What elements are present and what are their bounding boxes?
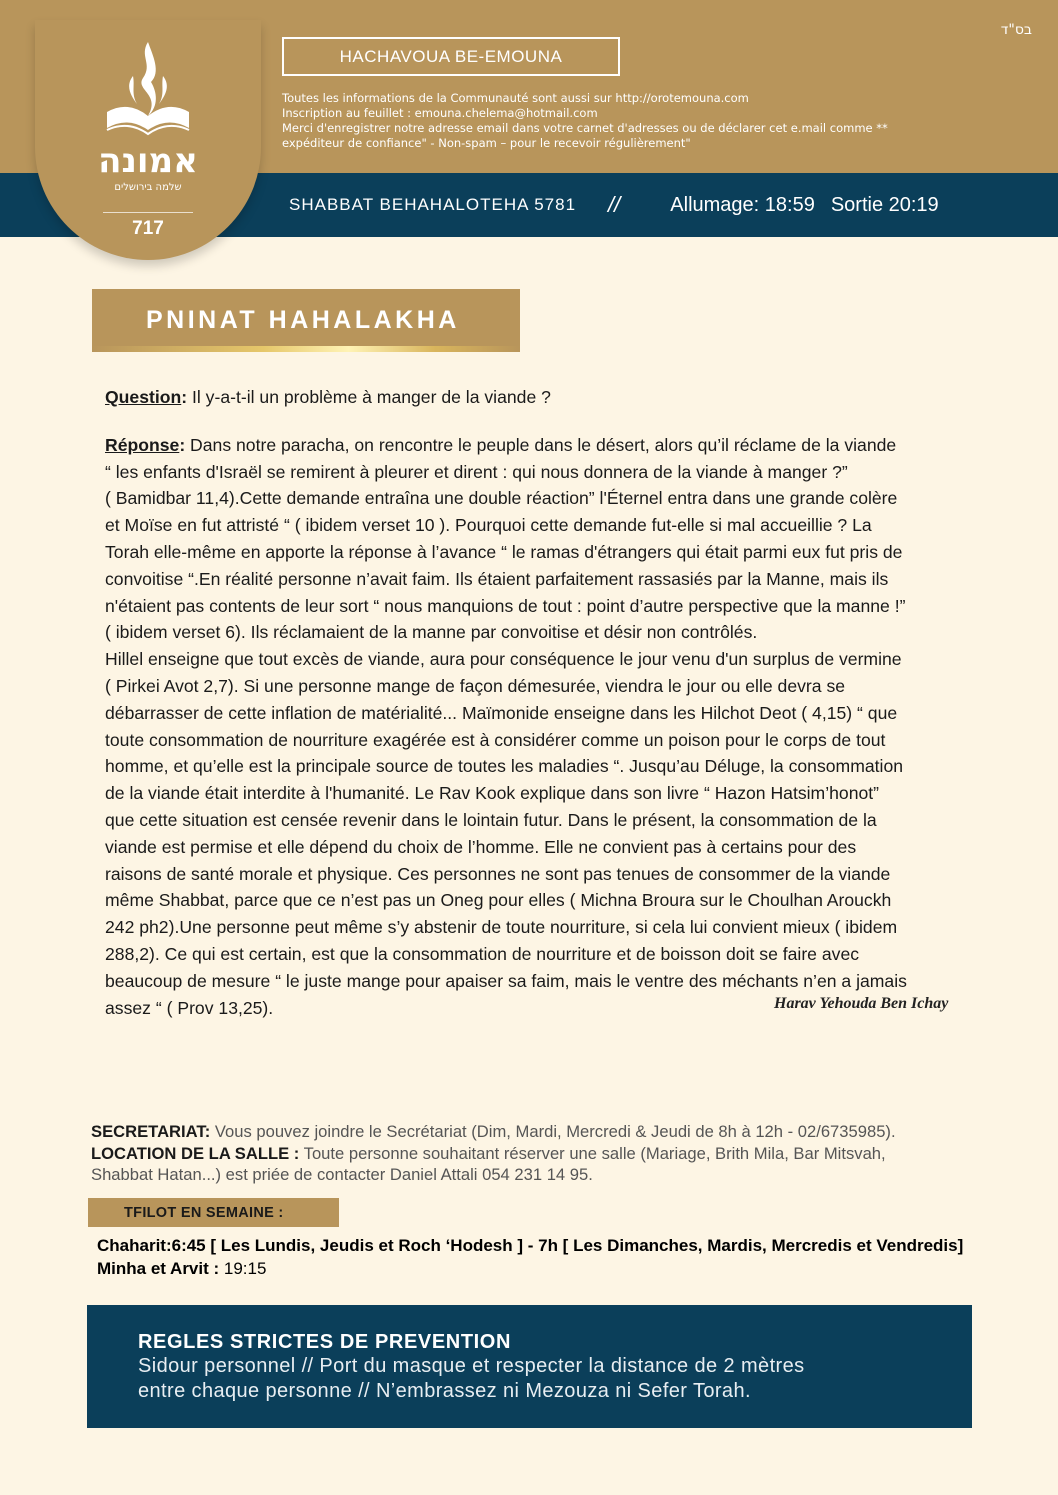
answer-line: même Shabbat, parce que ce n’est pas un Oneg pour elles ( Michna Broura sur le Choulhan Arouckh (105, 890, 892, 911)
answer-line: viande est permise et elle dépend du choix de l’homme. Elle ne convient pas à certains pour des (105, 836, 857, 857)
minha-time: 19:15 (219, 1259, 267, 1278)
svg-text:שלמה בירושלים: שלמה בירושלים (114, 182, 182, 193)
answer-line: assez “ ( Prov 13,25). (105, 997, 274, 1018)
answer: Réponse: Dans notre paracha, on rencontre le peuple dans le désert, alors qu’il réclame de la viande “ les enfants d'Israël se remirent à pleurer et dirent : qui nous donnera de la viande à manger ?” ( Bamidbar 11,4).Cette demande entraîna une double réaction” l'Éternel entra dans une grande colère et Moïse en fut attristé “ ( ibidem verset 10 ). Pourquoi cette demande fut-elle si mal accueillie ? La Torah elle-même en apporte la réponse à l’avance “ le ramas d'étrangers qui était parmi eux fut pris de convoitise “.En réalité personne n’avait faim. Ils étaient parfaitement rassasiés par la Manne, mais ils n'étaient pas contents de leur sort “ nous manquions de tout : point d’autre perspective que la manne !” ( ibidem verset 6). Ils réclamaient de la manne par convoitise et désir non contrôlés. Hillel enseigne que tout excès de viande, aura pour conséquence le jour venu d'un surplus de vermine ( Pirkei Avot 2,7). Si une personne mange de façon démesurée, viendra le jour ou elle devra se débarrasser de cette inflation de matérialité... Maïmonide enseigne dans les Hilchot Deot ( 4,15) “ que toute consommation de nourriture exagérée est à considérer comme un poison pour le corps de tout homme, et qu’elle est la principale source de toutes les maladies “. Jusqu’au Déluge, la consommation de la viande était interdite à l'humanité. Le Rav Kook explique dans son livre “ Hazon Hatsim’honot” que cette situation est censée revenir dans le lointain futur. Dans le présent, la consommation de la viande est permise et elle dépend du choix de l’homme. Elle ne convient pas à certains pour des raisons de santé morale et physique. Ces personnes ne sont pas tenues de consommer de la viande même Shabbat, parce que ce n’est pas un Oneg pour elles ( Michna Broura sur le Choulhan Arouckh 242 ph2).Une personne peut même s’y abstenir de toute nourriture, si cela lui convient mieux ( ibidem 288,2). Ce qui est certain, est que la consommation de nourriture et de boisson doit se faire avec beaucoup de mesure “ le juste mange pour apaiser sa faim, mais le ventre des méchants n’en a jamais assez “ ( Prov 13,25). (105, 432, 1005, 1022)
section-title: PNINAT HAHALAKHA (146, 306, 460, 334)
separator: // (608, 192, 621, 217)
answer-line: beaucoup de mesure “ le juste mange pour apaiser sa faim, mais le ventre des méchants n’en a jamais (105, 970, 907, 991)
prevention-rules (138, 1354, 972, 1404)
shabbat-times (289, 173, 939, 237)
answer-line: 288,2). Ce qui est certain, est que la consommation de nourriture et de boisson doit se faire avec (105, 943, 860, 964)
minha-label: Minha et Arvit : (97, 1259, 220, 1278)
info-line: expéditeur de confiance" - Non-spam – pour le recevoir régulièrement" (282, 136, 691, 150)
gold-underline (92, 346, 520, 352)
info-line: Toutes les informations de la Communauté sont aussi sur http://orotemouna.com (282, 91, 749, 105)
prevention-line: entre chaque personne // N’embrassez ni Mezouza ni Sefer Torah. (138, 1380, 751, 1402)
answer-line: toute consommation de nourriture exagérée est à considérer comme un poison pour le corps de tout (105, 729, 886, 750)
prevention-line: Sidour personnel // Port du masque et respecter la distance de 2 mètres (138, 1355, 805, 1377)
info-line: Inscription au feuillet : emouna.chelema@hotmail.com (282, 106, 598, 120)
location-label: LOCATION DE LA SALLE : (91, 1143, 300, 1163)
section-banner (92, 289, 520, 352)
answer-line: convoitise “.En réalité personne n’avait faim. Ils étaient parfaitement rassasiés par la Manne, mais ils (105, 568, 889, 589)
logo-badge (35, 20, 261, 260)
answer-line: Torah elle-même en apporte la réponse à l’avance “ le ramas d'étrangers qui était parmi eux fut pris de (105, 541, 903, 562)
location-text: Toute personne souhaitant réserver une salle (Mariage, Brith Mila, Bar Mitsvah, (299, 1143, 886, 1163)
question-label: Question (105, 387, 182, 407)
answer-line: 242 ph2).Une personne peut même s’y abstenir de toute nourriture, si cela lui convient mieux ( ibidem (105, 917, 898, 938)
issue-number: 717 (132, 218, 164, 239)
svg-text:אמונה: אמונה (98, 141, 198, 181)
answer-line: ( Pirkei Avot 2,7). Si une personne mange de façon démesurée, viendra le jour ou elle devra se (105, 675, 846, 696)
answer-label: Réponse (105, 434, 180, 455)
prevention-box (87, 1305, 972, 1428)
prevention-title: REGLES STRICTES DE PREVENTION (138, 1331, 512, 1353)
header-info (282, 91, 982, 151)
shabbat-name: SHABBAT BEHAHALOTEHA 5781 (289, 195, 577, 214)
author-signature: Harav Yehouda Ben Ichay (774, 995, 949, 1012)
answer-line: Dans notre paracha, on rencontre le peuple dans le désert, alors qu’il réclame de la viande (185, 434, 897, 455)
answer-line: homme, et qu’elle est la principale source de toutes les maladies “. Jusqu’au Déluge, la consommation (105, 756, 904, 777)
answer-line: Hillel enseigne que tout excès de viande, aura pour conséquence le jour venu d'un surplus de vermine (105, 649, 902, 670)
secretariat-text: Vous pouvez joindre le Secrétariat (Dim, Mardi, Mercredi & Jeudi de 8h à 12h - 02/6735985). (210, 1122, 896, 1141)
tfilot-tag: TFILOT EN SEMAINE : (88, 1198, 339, 1227)
answer-line: ( ibidem verset 6). Ils réclamaient de la manne par convoitise et désir non contrôlés. (105, 622, 758, 643)
newsletter-title: HACHAVOUA BE-EMOUNA (282, 37, 620, 76)
besd-mark: בס"ד (1000, 22, 1032, 38)
answer-line: débarrasser de cette inflation de matérialité... Maïmonide enseigne dans les Hilchot Deot ( 4,15) “ que (105, 702, 898, 723)
secretariat-info (91, 1121, 1031, 1186)
answer-line: et Moïse en fut attristé “ ( ibidem verset 10 ). Pourquoi cette demande fut-elle si mal accueillie ? La (105, 515, 872, 536)
tfilot-schedule (97, 1234, 1027, 1280)
question-text: Il y-a-t-il un problème à manger de la viande ? (187, 387, 551, 407)
answer-line: raisons de santé morale et physique. Ces personnes ne sont pas tenues de consommer de la viande (105, 863, 891, 884)
answer-line: que cette situation est censée revenir dans le lointain futur. Dans le présent, la consommation de la (105, 809, 877, 830)
info-line: Merci d'enregistrer notre adresse email dans votre carnet d'adresses ou de déclarer cet e.mail comme ** (282, 121, 888, 135)
article-body (105, 384, 1005, 1021)
chaharit-schedule: Chaharit:6:45 [ Les Lundis, Jeudis et Roch ‘Hodesh ] - 7h [ Les Dimanches, Mardis, Mercredis et Vendredis] (97, 1236, 964, 1255)
secretariat-label: SECRETARIAT: (91, 1122, 211, 1141)
answer-line: ( Bamidbar 11,4).Cette demande entraîna une double réaction” l'Éternel entra dans une grande colère (105, 488, 898, 509)
answer-line: de la viande était interdite à l'humanité. Le Rav Kook explique dans son livre “ Hazon Hatsim’honot” (105, 783, 880, 804)
candle-lighting-time: Allumage: 18:59 (670, 193, 815, 216)
answer-line: “ les enfants d'Israël se remirent à pleurer et dirent : qui nous donnera de la viande à manger ?” (105, 461, 848, 482)
shabbat-end-time: Sortie 20:19 (830, 193, 939, 216)
question: Question: Il y-a-t-il un problème à manger de la viande ? (105, 387, 551, 407)
answer-line: n'étaient pas contents de leur sort “ nous manquions de tout : point d’autre perspective que la manne !” (105, 595, 906, 616)
logo-divider (103, 212, 193, 213)
location-text: Shabbat Hatan...) est priée de contacter Daniel Attali 054 231 14 95. (91, 1165, 593, 1184)
